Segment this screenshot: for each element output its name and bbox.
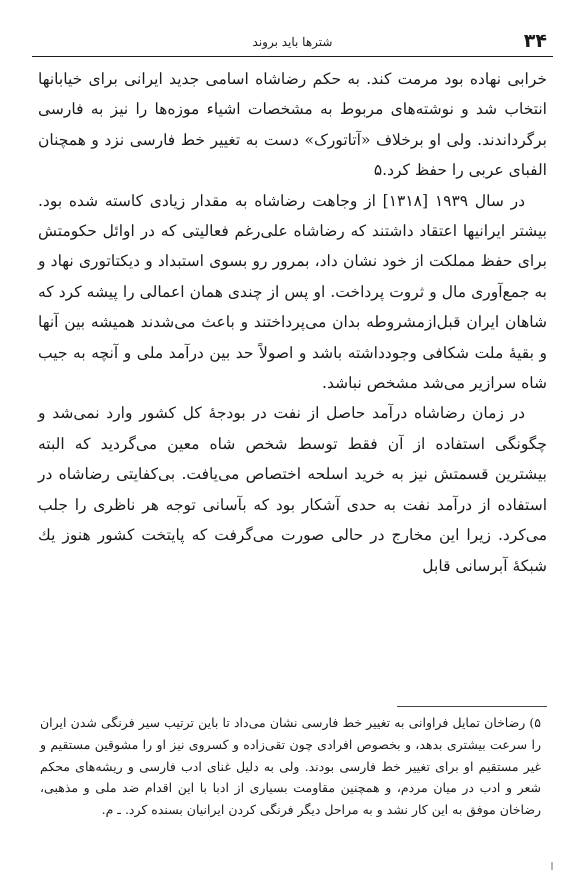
paragraph: در سال ۱۹۳۹ [۱۳۱۸] از وجاهت رضاشاه به مقدار زیادی کاسته شده بود. بیشتر ایرانیها اعتقاد داشتند که رضاشاه علی‌رغم فعالیتی که در اوائل حکومتش برای حفظ مملکت از خود نشان داد، بمرور رو بسوی استبداد و دیکتاتوری نهاد و به جمع‌آوری مال و ثروت پرداخت. او پس از چندی همان اعمالی را پیشه کرد که شاهان ایران قبل‌ازمشروطه بدان می‌پرداختند و باعث می‌شدند همیشه بین آنها و بقیهٔ ملت شکافی وجودداشته باشد و اصولاً حد بین درآمد ملی و آنچه به جیب شاه سرازیر می‌شد مشخص نباشد. [38, 191, 547, 393]
page-header [32, 26, 553, 56]
paragraph: خرابی نهاده بود مرمت کند. به حکم رضاشاه اسامی جدید ایرانی برای خیابانها انتخاب شد و نوشته‌های مربوط به مشخصات اشیاء موزه‌ها را نیز به فارسی برگرداندند. ولی او برخلاف «آتاتورک» دست به تغییر خط فارسی نزد و همچنان الفبای عربی را حفظ کرد.۵ [38, 70, 547, 180]
page-number: ۳۴ [523, 30, 547, 52]
scan-mark [551, 862, 553, 870]
header-rule [32, 56, 553, 57]
running-head: شترها باید بروند [252, 35, 333, 49]
footnote [40, 712, 541, 821]
paragraph: در زمان رضاشاه درآمد حاصل از نفت در بودجهٔ کل کشور وارد نمی‌شد و چگونگی استفاده از آن فقط توسط شخص شاه معین می‌گردید که البته بیشترین قسمتش نیز به خرید اسلحه اختصاص می‌یافت. بی‌کفایتی رضاشاه در استفاده از درآمد نفت به حدی آشکار بود که بآسانی توجه هر ناظری را جلب می‌کرد. زیرا این مخارج در حالی صورت می‌گرفت که پایتخت کشور هنوز یك شبکهٔ آبرسانی قابل [38, 404, 548, 575]
body-text [38, 64, 547, 581]
footnote-text: ۵) رضاخان تمایل فراوانی به تغییر خط فارسی نشان می‌داد تا باین ترتیب سیر فرنگی شدن ایران را سرعت بیشتری بدهد، و بخصوص افرادی چون تقی‌زاده و کسروی نیز او را مشوقین مستقیم و غیر مستقیم او برای تغییر خط فارسی بودند. ولی به دلیل غنای ادب فارسی و ریشه‌های محکم شعر و ادب در میان مردم، و همچنین مقاومت بسیاری از ادبا با این اقدام ضد ملی و مذهبی، رضاخان موفق به این کار نشد و به مراحل دیگر فرنگی کردن ایرانیان بسنده کرد. ـ م. [40, 715, 541, 818]
footnote-rule [397, 706, 547, 707]
